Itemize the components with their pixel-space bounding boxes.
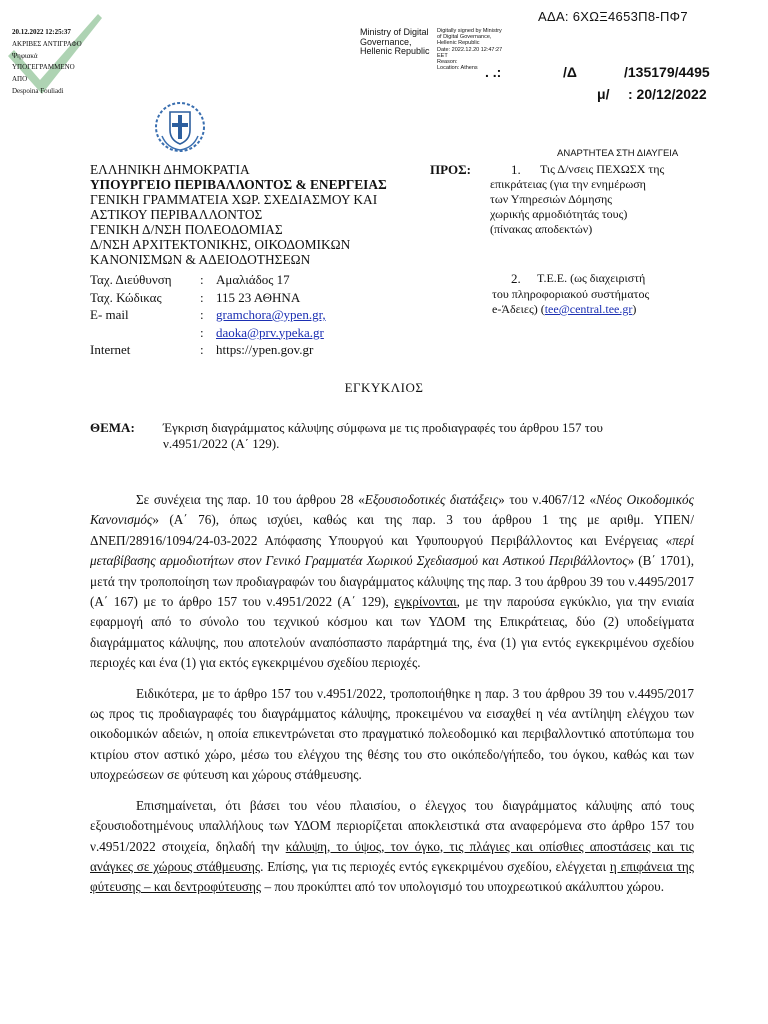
subject-line: ν.4951/2022 (Α΄ 129). [163, 436, 280, 451]
document-body [90, 490, 694, 898]
recipient-1 [490, 162, 710, 237]
seal-line-4: ΥΠΟΓΕΓΡΑΜΜΕΝΟ [12, 63, 75, 71]
sender-line: ΓΕΝΙΚΗ ΓΡΑΜΜΑΤΕΙΑ ΧΩΡ. ΣΧΕΔΙΑΣΜΟΥ ΚΑΙ [90, 192, 378, 207]
signer-detail: Date: 2022.12.20 12:47:27 [437, 46, 503, 53]
contact-row [90, 271, 326, 289]
recipient-2 [492, 271, 712, 318]
sender-block [90, 162, 387, 267]
greek-coat-of-arms-icon [153, 100, 207, 154]
body-paragraph-1 [90, 490, 694, 674]
recipient-2-number: 2. [511, 271, 521, 286]
subject-label: ΘΕΜΑ: [90, 420, 135, 435]
email-link-gramchora[interactable]: gramchora@ypen.gr, [216, 307, 326, 322]
seal-line-6: Despoina Fouliadi [12, 87, 64, 95]
subject-text [163, 420, 703, 452]
recipient-line: των Υπηρεσιών Δόμησης [490, 192, 613, 206]
signer-name-line: Governance, [360, 36, 412, 47]
paragraph-italic: Εξουσιοδοτικές διατάξεις [364, 492, 499, 507]
recipient-line: Τ.Ε.Ε. (ως διαχειριστή [537, 271, 646, 285]
signer-detail: Reason: [437, 59, 458, 66]
paragraph-text: . Επίσης, για τις περιοχές εντός εγκεκριμένου σχεδίου, ελέγχεται [260, 858, 610, 874]
sender-line: ΕΛΛΗΝΙΚΗ ΔΗΜΟΚΡΑΤΙΑ [90, 162, 250, 177]
website-url[interactable]: https://ypen.gov.gr [216, 342, 314, 357]
protocol-prefix: . .: [485, 64, 502, 80]
recipient-line: (πίνακας αποδεκτών) [490, 222, 593, 236]
paragraph-text: – που προκύπτει από τον υπολογισμό του υποχρεωτικού ακάλυπτου χώρου. [261, 879, 665, 895]
paragraph-text: Επισημαίνεται, ότι βάσει του νέου πλαισίου, ο έλεγχος του διαγράμματος κάλυψης από τους εξουσιοδοτημένους υπαλλήλους των ΥΔΟΜ περιορίζεται αποκλειστικά στα αναφερόμενα στο άρθρο 157 του ν.4951/2022 στοιχεία, δηλαδή την [90, 797, 694, 854]
contact-row [90, 341, 326, 359]
signer-name [360, 28, 430, 57]
recipient-line: χωρικής αρμοδιότητάς τους) [490, 207, 628, 221]
contact-row [90, 306, 326, 324]
recipient-line: επικράτειας (για την ενημέρωση [490, 177, 646, 191]
recipient-1-number: 1. [511, 162, 521, 177]
seal-line-2: ΑΚΡΙΒΕΣ ΑΝΤΙΓΡΑΦΟ [12, 40, 82, 48]
seal-line-3: Ψηφιακά [12, 52, 38, 60]
recipient-line [492, 302, 712, 318]
paragraph-text: , με την παρούσα εγκύκλιο, για την ενιαία εφαρμογή από το σύνολο του τεχνικού κόσμου και των ΥΔΟΜ της Επικράτειας, δύο (2) υποδείγματα διαγράμματος κάλυψης, που αποτελούν αναπόσπαστο παράρτημά της, ένα (1) για εντός εγκεκριμένου σχεδίου περιοχές και ένα (1) για εκτός εγκεκριμένου σχεδίου περιοχές. [90, 594, 694, 671]
sender-line: ΚΑΝΟΝΙΣΜΩΝ & ΑΔΕΙΟΔΟΤΗΣΕΩΝ [90, 252, 311, 267]
contact-row [90, 289, 326, 307]
sender-line: ΓΕΝΙΚΗ Δ/ΝΣΗ ΠΟΛΕΟΔΟΜΙΑΣ [90, 222, 283, 237]
email-link-daoka[interactable]: daoka@prv.ypeka.gr [216, 324, 324, 340]
contact-sep: : [200, 272, 204, 287]
signer-detail: of Digital Governance, [437, 34, 492, 41]
paragraph-text: Σε συνέχεια της παρ. 10 του άρθρου 28 « [136, 492, 365, 507]
paragraph-underlined: κάλυψη, το ύψος, τον όγκο, τις πλάγιες και οπίσθιες αποστάσεις και τις ανάγκες σε χώρους στάθμευσης [90, 838, 694, 874]
contact-info [90, 271, 326, 359]
signer-detail: Digitally signed by Ministry [437, 28, 502, 34]
body-paragraph-2: Ειδικότερα, με το άρθρο 157 του ν.4951/2022, τροποποιήθηκε η παρ. 3 του άρθρου 39 του ν.4495/2017 ως προς τις προδιαγραφές του διαγράμματος κάλυψης, προκειμένου να εισαχθεί η νέα αντίληψη ελέγχου των οικοδομικών αδειών, η οποία επικεντρώνεται στο πραγματικό πολεοδομικό και περιβαλλοντικό αποτύπωμα του κτιρίου στον αστικό χώρο, μέσω του ελέγχου της θέσης του στο οικόπεδο/γήπεδο, του όγκου, καθώς και των υποχρεώσεων σε φύτευση και χώρους στάθμευσης. [90, 685, 694, 783]
body-paragraph-3 [90, 796, 694, 898]
recipient-line: του πληροφοριακού συστήματος [492, 286, 650, 301]
recipient-text: e-Άδειες) ( [492, 302, 545, 316]
tee-email-link[interactable]: tee@central.tee.gr [544, 302, 633, 316]
protocol-date-label: μ/ [597, 86, 610, 102]
sender-line: ΥΠΟΥΡΓΕΙΟ ΠΕΡΙΒΑΛΛΟΝΤΟΣ & ΕΝΕΡΓΕΙΑΣ [90, 177, 387, 192]
paragraph-underlined: εγκρίνονται [394, 594, 457, 610]
signer-name-line: Hellenic Republic [360, 46, 430, 56]
document-heading: ΕΓΚΥΚΛΙΟΣ [344, 380, 424, 395]
signer-detail: Location: Athens [437, 65, 478, 72]
diavgeia-notice: ΑΝΑΡΤΗΤΕΑ ΣΤΗ ΔΙΑΥΓΕΙΑ [557, 148, 679, 159]
signer-detail: Hellenic Republic [437, 40, 480, 47]
recipient-line: Τις Δ/νσεις ΠΕΧΩΣΧ της [540, 162, 665, 176]
signature-seal [6, 10, 106, 98]
ada-number: ΑΔΑ: 6ΧΩΞ4653Π8-ΠΦ7 [538, 9, 688, 24]
paragraph-text: » του ν.4067/12 « [498, 492, 597, 507]
contact-label: Internet [90, 342, 131, 357]
subject-line: Έγκριση διαγράμματος κάλυψης σύμφωνα με τις προδιαγραφές του άρθρου 157 του [163, 420, 603, 435]
signer-name-line: Ministry of Digital [360, 27, 429, 37]
contact-label: Ταχ. Κώδικας [90, 289, 162, 305]
paragraph-italic: περί μεταβίβασης αρμοδιοτήτων στον Γενικό Γραμματέα Χωρικού Σχεδιασμού και Αστικού Περιβάλλοντος [90, 532, 694, 569]
protocol-date: : 20/12/2022 [628, 86, 707, 102]
paragraph-underlined: η επιφάνεια της φύτευσης – και δεντροφύτευσης [90, 858, 694, 895]
contact-value: Αμαλιάδος 17 [216, 272, 290, 287]
protocol-division: /Δ [563, 64, 577, 80]
signer-detail: EET [437, 52, 448, 59]
contact-label [90, 324, 200, 342]
contact-row [90, 324, 326, 342]
contact-sep: : [200, 289, 204, 305]
paragraph-text: » (Β΄ 1701), μετά την τροποποίηση των προδιαγραφών του διαγράμματος κάλυψης της παρ. 3 του άρθρου 39 του ν.4495/2017 (Α΄ 167) με το άρθρο 157 του ν.4951/2022 (Α΄ 129), [90, 553, 694, 610]
pros-label: ΠΡΟΣ: [430, 162, 471, 177]
recipient-text: ) [632, 302, 637, 316]
seal-line-5: ΑΠΟ [12, 75, 28, 83]
contact-value: 115 23 ΑΘΗΝΑ [216, 289, 301, 305]
paragraph-text: » (Α΄ 76), όπως ισχύει, καθώς και της παρ. 3 του άρθρου 1 της με αριθμ. ΥΠΕΝ/ΔΝΕΠ/28916/1094/24-03-2022 Απόφασης Υπουργού και Υφυπουργού Περιβάλλοντος και Ενέργειας « [90, 512, 694, 548]
contact-label: Ταχ. Διεύθυνση [90, 272, 172, 287]
seal-line-1: 20.12.2022 12:25:37 [12, 28, 71, 36]
contact-sep: : [200, 324, 204, 340]
contact-sep: : [200, 307, 204, 322]
sender-line: Δ/ΝΣΗ ΑΡΧΙΤΕΚΤΟΝΙΚΗΣ, ΟΙΚΟΔΟΜΙΚΩΝ [90, 237, 351, 252]
paragraph-italic: Νέος Οικοδομικός Κανονισμός [90, 492, 694, 528]
sender-line: ΑΣΤΙΚΟΥ ΠΕΡΙΒΑΛΛΟΝΤΟΣ [90, 207, 263, 222]
contact-label: E- mail [90, 307, 129, 322]
protocol-number: /135179/4495 [624, 64, 710, 80]
contact-sep: : [200, 342, 204, 357]
